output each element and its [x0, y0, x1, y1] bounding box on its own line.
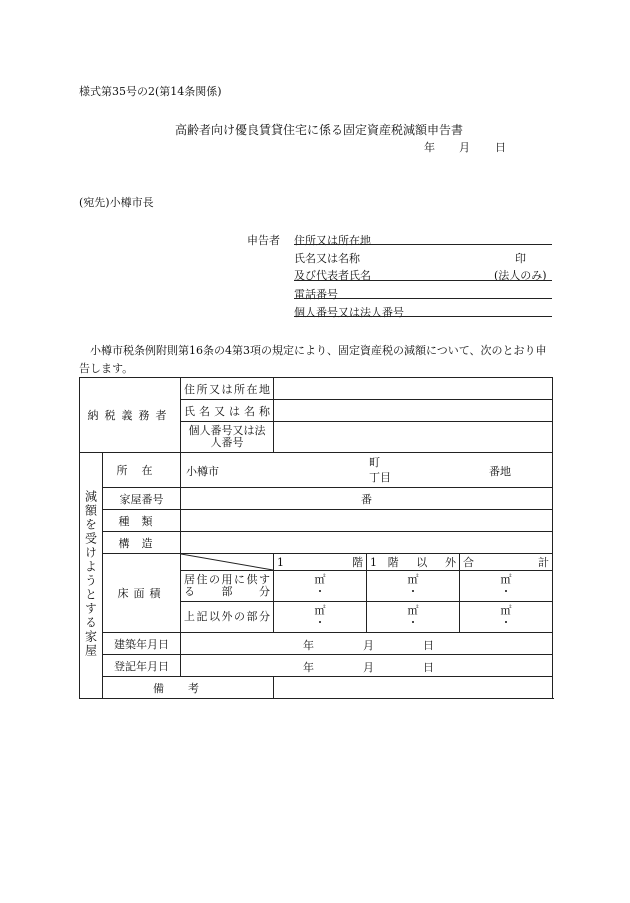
addressee: (宛先)小樽市長	[79, 196, 154, 209]
applicant-id-line[interactable]	[294, 316, 552, 317]
decimal-dot: ・	[314, 585, 326, 598]
res-other-field[interactable]	[367, 571, 460, 602]
location-field[interactable]	[181, 453, 553, 488]
res-1f-field[interactable]	[274, 571, 367, 602]
house-side-label: 減額を受けようとする家屋	[83, 490, 98, 658]
page-title: 高齢者向け優良賃貸住宅に係る固定資産税減額申告書	[175, 123, 464, 137]
declaration-table	[79, 377, 553, 699]
built-year: 年	[303, 639, 314, 652]
unit-mark: ㎡	[314, 573, 326, 586]
diagonal-header-cell	[181, 554, 274, 571]
type-field[interactable]	[181, 510, 553, 532]
registered-month: 月	[363, 661, 374, 674]
banchi-label: 番地	[489, 465, 511, 478]
structure-label: 構造	[103, 532, 181, 554]
taxpayer-label: 納税義務者	[80, 378, 181, 453]
date-day: 日	[495, 141, 506, 154]
oth-1f-field[interactable]	[274, 602, 367, 633]
date-month: 月	[459, 141, 470, 154]
corp-only-note: (法人のみ)	[494, 269, 547, 282]
form-number: 様式第35号の2(第14条関係)	[79, 85, 222, 98]
type-label: 種類	[103, 510, 181, 532]
taxpayer-address-label: 住所又は所在地	[181, 378, 274, 400]
taxpayer-id-field[interactable]	[274, 422, 553, 453]
built-day: 日	[423, 639, 434, 652]
applicant-name-label: 氏名又は名称	[294, 252, 360, 265]
decimal-dot: ・	[314, 616, 326, 629]
house-side-label-cell	[80, 453, 103, 699]
col-1f: 1 階	[274, 554, 367, 571]
col-other: 1 階 以 外	[367, 554, 460, 571]
applicant-name-line[interactable]	[294, 280, 552, 281]
row-residential-label: 居住の用に供する部分	[181, 571, 274, 602]
house-no-field[interactable]: 番	[181, 488, 553, 510]
taxpayer-address-field[interactable]	[274, 378, 553, 400]
applicant-label: 申告者	[247, 234, 280, 247]
unit-mark: ㎡	[407, 573, 419, 586]
statement-text: 小樽市税条例附則第16条の4第3項の規定により、固定資産税の減額について、次のとおり申告します。	[79, 344, 547, 375]
taxpayer-id-label: 個人番号又は法人番号	[181, 422, 274, 453]
registered-date-field[interactable]	[181, 655, 553, 677]
oth-other-field[interactable]	[367, 602, 460, 633]
registered-day: 日	[423, 661, 434, 674]
city-name: 小樽市	[186, 465, 219, 478]
location-label: 所在	[103, 453, 181, 488]
unit-mark: ㎡	[314, 604, 326, 617]
col-total: 合 計	[460, 554, 553, 571]
decimal-dot: ・	[500, 585, 512, 598]
built-date-label: 建築年月日	[103, 633, 181, 655]
applicant-phone-label: 電話番号	[294, 288, 338, 301]
seal-mark: 印	[515, 252, 526, 265]
chome-label: 丁目	[369, 471, 391, 484]
registered-date-label: 登記年月日	[103, 655, 181, 677]
oth-total-field[interactable]	[460, 602, 553, 633]
unit-mark: ㎡	[500, 604, 512, 617]
decimal-dot: ・	[407, 585, 419, 598]
built-month: 月	[363, 639, 374, 652]
row-other-label: 上記以外の部分	[181, 602, 274, 633]
applicant-address-line[interactable]	[294, 244, 552, 245]
floor-area-label: 床面積	[103, 554, 181, 633]
diagonal-line	[181, 554, 273, 570]
house-no-label: 家屋番号	[103, 488, 181, 510]
taxpayer-name-label: 氏名又は名称	[181, 400, 274, 422]
decimal-dot: ・	[500, 616, 512, 629]
applicant-phone-line[interactable]	[294, 298, 552, 299]
unit-mark: ㎡	[407, 604, 419, 617]
structure-field[interactable]	[181, 532, 553, 554]
taxpayer-name-field[interactable]	[274, 400, 553, 422]
decimal-dot: ・	[407, 616, 419, 629]
built-date-field[interactable]	[181, 633, 553, 655]
unit-mark: ㎡	[500, 573, 512, 586]
cho-label: 町	[369, 456, 380, 469]
remarks-label: 備考	[103, 677, 274, 699]
applicant-address-label: 住所又は所在地	[294, 234, 371, 247]
applicant-id-label: 個人番号又は法人番号	[294, 306, 404, 319]
date-year: 年	[424, 141, 435, 154]
res-total-field[interactable]	[460, 571, 553, 602]
registered-year: 年	[303, 661, 314, 674]
remarks-field[interactable]	[274, 677, 553, 699]
applicant-rep-label: 及び代表者氏名	[294, 269, 371, 282]
